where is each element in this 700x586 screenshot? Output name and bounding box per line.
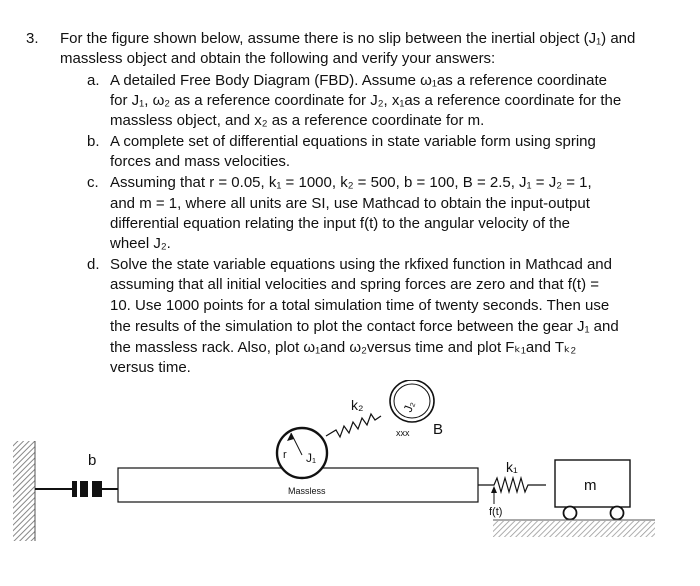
damper-b [35, 481, 118, 497]
part-c-line-2: and m = 1, where all units are SI, use Mathcad to obtain the input-output [110, 195, 590, 212]
part-a-line-2: for J₁, ω₂ as a reference coordinate for J₂, x₁as a reference coordinate for the [110, 92, 622, 109]
mass-m-label: m [584, 477, 597, 494]
mechanical-system-figure [0, 380, 700, 586]
part-a-label: a. [87, 72, 100, 89]
massless-label: Massless [288, 486, 326, 496]
bearing-b-label: B [433, 421, 444, 438]
part-c-line-1: Assuming that r = 0.05, k₁ = 1000, k₂ = 500, b = 100, B = 2.5, J₁ = J₂ = 1, [110, 174, 592, 191]
part-b-line-2: forces and mass velocities. [110, 153, 291, 170]
left-wall [13, 441, 35, 541]
part-a-line-3: massless object, and x₂ as a reference coordinate for m. [110, 112, 485, 129]
gear-j1-label: J₁ [306, 451, 317, 465]
part-b-label: b. [87, 133, 100, 150]
gear-j1-r-label: r [283, 449, 287, 461]
force-ft-arrowhead [491, 486, 497, 493]
mass-wheel-left [564, 507, 577, 520]
ground-hatch [493, 521, 655, 537]
damper-b-label: b [88, 452, 97, 469]
part-d-line-4: the results of the simulation to plot the contact force between the gear J₁ and [110, 318, 619, 335]
part-d-line-3: 10. Use 1000 points for a total simulation time of twenty seconds. Then use [110, 297, 610, 314]
spring-k2-label: k₂ [351, 397, 364, 413]
disk-j2 [390, 380, 434, 422]
part-a-line-1: A detailed Free Body Diagram (FBD). Assume ω₁as a reference coordinate [110, 72, 607, 89]
part-c-label: c. [87, 174, 99, 191]
part-c-line-4: wheel J₂. [110, 235, 171, 252]
bearing-xxx-label: xxx [396, 428, 410, 438]
part-d-line-2: assuming that all initial velocities and spring forces are zero and that f(t) = [110, 276, 599, 293]
force-ft-label: f(t) [489, 506, 503, 518]
part-c-line-3: differential equation relating the input f(t) to the angular velocity of the [110, 215, 571, 232]
spring-k1 [478, 478, 546, 492]
part-d-line-6: versus time. [110, 359, 191, 376]
problem-intro-line-2: massless object and obtain the following and verify your answers: [60, 50, 496, 67]
torsion-spring-k2 [326, 414, 381, 437]
disk-j2-label: J₂ [400, 399, 418, 415]
problem-number: 3. [26, 30, 39, 47]
part-d-line-5: the massless rack. Also, plot ω₁and ω₂versus time and plot Fₖ₁and Tₖ₂ [110, 339, 577, 356]
part-d-line-1: Solve the state variable equations using the rkfixed function in Mathcad and [110, 256, 612, 273]
problem-intro-line-1: For the figure shown below, assume there is no slip between the inertial object (J₁) and [60, 30, 636, 47]
spring-k1-label: k₁ [506, 459, 518, 475]
mass-wheel-right [611, 507, 624, 520]
part-d-label: d. [87, 256, 100, 273]
part-b-line-1: A complete set of differential equations in state variable form using spring [110, 133, 596, 150]
